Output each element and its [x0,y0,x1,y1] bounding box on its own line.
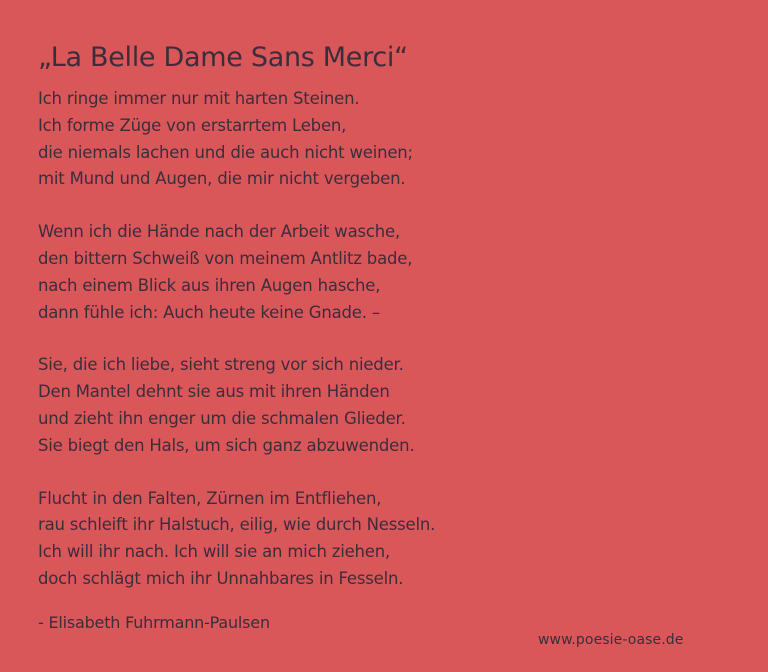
poem-line: Wenn ich die Hände nach der Arbeit wasche, [38,222,401,242]
stanza-3 [38,352,638,459]
poem-line: nach einem Blick aus ihren Augen hasche, [38,275,381,295]
poem-line: Ich will ihr nach. Ich will sie an mich ziehen, [38,542,391,562]
poem-line: mit Mund und Augen, die mir nicht vergeben. [38,169,406,189]
website-link[interactable]: www.poesie-oase.de [538,632,684,648]
poem-line: Sie biegt den Hals, um sich ganz abzuwenden. [38,435,415,455]
poem-line: doch schlägt mich ihr Unnahbares in Fesseln. [38,568,404,588]
poem-title: „La Belle Dame Sans Merci“ [38,42,408,73]
poem [38,40,638,619]
poem-line: Den Mantel dehnt sie aus mit ihren Händen [38,382,390,402]
poem-line: Sie, die ich liebe, sieht streng vor sich nieder. [38,355,404,375]
poem-line: rau schleift ihr Halstuch, eilig, wie durch Nesseln. [38,515,436,535]
poem-line: die niemals lachen und die auch nicht weinen; [38,142,413,162]
stanza-1 [38,86,638,193]
stanza-4 [38,486,638,593]
poem-line: den bittern Schweiß von meinem Antlitz bade, [38,248,413,268]
poem-line: und zieht ihn enger um die schmalen Glieder. [38,408,406,428]
poem-line: dann fühle ich: Auch heute keine Gnade. – [38,302,380,322]
stanza-2 [38,219,638,326]
poem-author: - Elisabeth Fuhrmann-Paulsen [38,613,270,632]
poem-line: Ich forme Züge von erstarrtem Leben, [38,115,347,135]
poem-line: Flucht in den Falten, Zürnen im Entfliehen, [38,488,382,508]
poem-line: Ich ringe immer nur mit harten Steinen. [38,89,360,108]
